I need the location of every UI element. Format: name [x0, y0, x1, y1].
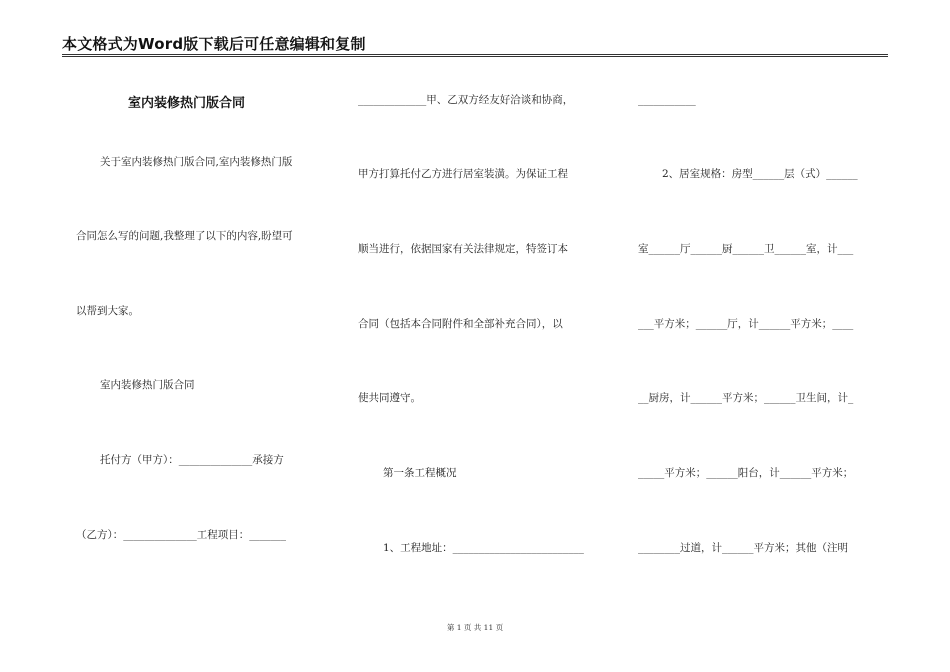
col3-line-5: __厨房，计______平方米；______卫生间，计_	[638, 392, 854, 404]
page-number: 第 1 页 共 11 页	[446, 623, 504, 632]
col1-line-6: （乙方）：______________工程项目：_______	[76, 529, 286, 541]
col2-line-2: 甲方打算托付乙方进行居室装潢。为保证工程	[358, 168, 568, 180]
section-heading: 第一条工程概况	[383, 467, 457, 479]
download-banner: 本文格式为Word版下载后可任意编辑和复制	[62, 35, 366, 53]
col3-line-2: 2、居室规格：房型______层（式）______	[662, 168, 858, 180]
col3-line-6: _____平方米；______阳台，计______平方米；	[638, 467, 854, 479]
col1-line-3: 以帮到大家。	[76, 305, 139, 317]
col1-line-5: 托付方（甲方）：______________承接方	[100, 454, 284, 466]
col1-line-4: 室内装修热门版合同	[100, 379, 195, 391]
col2-line-3: 顺当进行，依据国家有关法律规定，特签订本	[358, 243, 568, 255]
header-rule-top	[62, 54, 888, 55]
col3-line-3: 室______厅______厨______卫______室，计___	[638, 243, 854, 255]
col1-line-2: 合同怎么写的问题,我整理了以下的内容,盼望可	[76, 230, 293, 242]
document-title: 室内装修热门版合同	[128, 96, 246, 111]
col2-line-5: 使共同遵守。	[358, 392, 421, 404]
header-rule-bottom	[62, 56, 888, 57]
col2-line-1: _____________甲、乙双方经友好洽谈和协商，	[358, 94, 574, 106]
col3-line-7: ________过道，计______平方米；其他（注明	[638, 542, 848, 554]
col2-line-7: 1、工程地址：_________________________	[383, 542, 584, 554]
col1-line-1: 关于室内装修热门版合同,室内装修热门版	[100, 156, 293, 168]
col3-line-1: ___________	[638, 94, 696, 106]
col3-line-4: ___平方米；______厅，计______平方米；____	[638, 318, 854, 330]
col2-line-4: 合同（包括本合同附件和全部补充合同），以	[358, 318, 563, 330]
